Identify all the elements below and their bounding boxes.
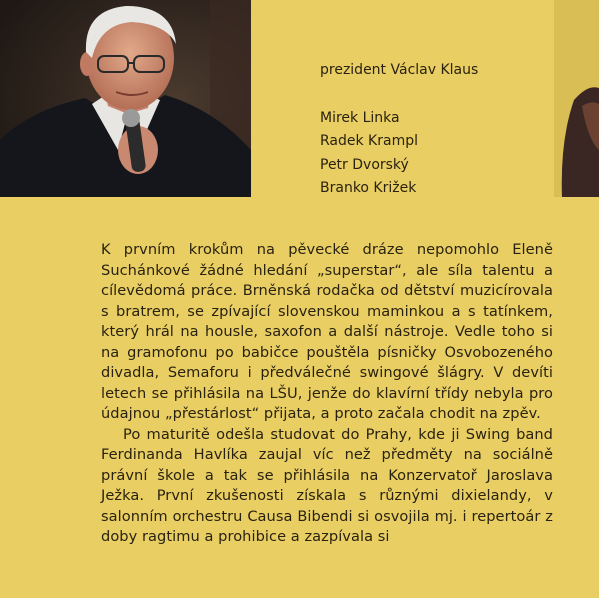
photo-president [0,0,251,197]
caption-name-3: Petr Dvorský [320,157,409,173]
paragraph-1: K prvním krokům na pěvecké dráze nepomohlo Eleně Suchánkové žádné hledání „superstar“, ale síla talentu a cílevědomá práce. Brněnská rodačka od dětství muzicírovala s bratrem, se zpívající slovenskou maminkou a s tatínkem, který hrál na housle, saxofon a další nástroje. Vedle toho si na gramofonu po babičce pouštěla písničky Osvobozeného divadla, Semaforu i předválečné swingové šlágry. V devíti letech se přihlásila na LŠU, jenže do klavírní třídy nebyla pro údajnou „přestárlost“ přijata, a proto začala chodit na zpěv. [101,241,553,422]
caption-name-2: Radek Krampl [320,133,418,149]
paragraph-2: Po maturitě odešla studovat do Prahy, kde ji Swing band Ferdinanda Havlíka zaujal víc než předměty na sociálně právní škole a tak se přihlásila na Konzervatoř Jaroslava Ježka. První zkušenosti získala s různými dixielandy, v salonním orchestru Causa Bibendi si osvojila mj. i repertoár z doby ragtimu a prohibice a zazpívala si [101,425,553,545]
caption-president: prezident Václav Klaus [320,62,479,78]
caption-name-4: Branko Križek [320,180,417,196]
body-text [101,240,553,548]
photo-illustration [0,0,251,197]
photo-right-illustration [554,0,599,197]
photo-right-partial [554,0,599,197]
caption-name-1: Mirek Linka [320,110,400,126]
